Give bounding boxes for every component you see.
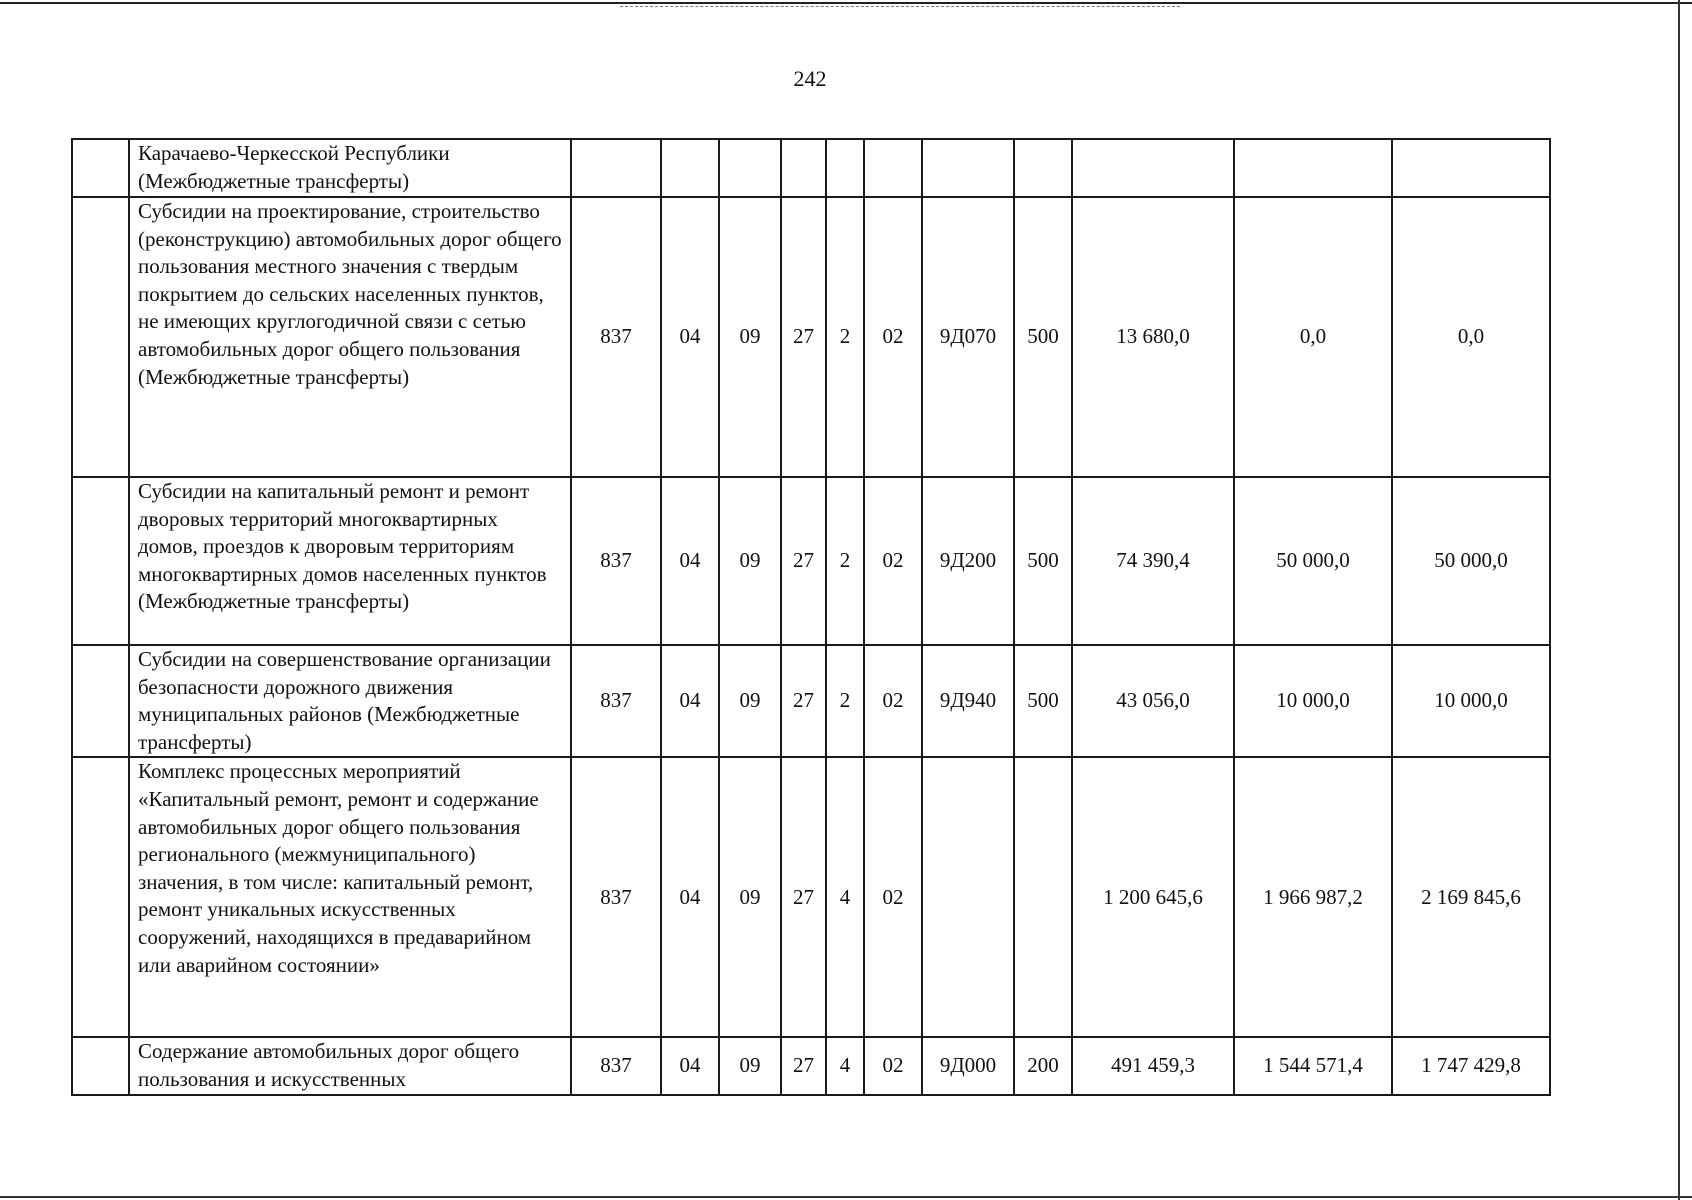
section-code: 04 (661, 477, 719, 645)
expense-type-code: 200 (1014, 1037, 1072, 1094)
amount-year-2: 50 000,0 (1234, 477, 1392, 645)
event-code: 02 (864, 1037, 922, 1094)
direction-code: 9Д070 (922, 197, 1014, 477)
admin-code: 837 (571, 477, 661, 645)
number-cell (72, 139, 129, 197)
section-code: 04 (661, 757, 719, 1037)
subsection-code: 09 (719, 1037, 781, 1094)
subsection-code: 09 (719, 757, 781, 1037)
subprogram-code: 2 (826, 197, 864, 477)
program-code: 27 (781, 197, 826, 477)
admin-code: 837 (571, 1037, 661, 1094)
item-name: Карачаево-Черкесской Республики (Межбюджетные трансферты) (129, 139, 571, 197)
amount-year-1: 74 390,4 (1072, 477, 1234, 645)
amount-year-1: 491 459,3 (1072, 1037, 1234, 1094)
amount-year-3: 1 747 429,8 (1392, 1037, 1550, 1094)
admin-code: 837 (571, 645, 661, 757)
amount-year-1: 13 680,0 (1072, 197, 1234, 477)
expense-type-code (1014, 139, 1072, 197)
section-code (661, 139, 719, 197)
subsection-code (719, 139, 781, 197)
amount-year-1: 1 200 645,6 (1072, 757, 1234, 1037)
number-cell (72, 1037, 129, 1094)
amount-year-3: 10 000,0 (1392, 645, 1550, 757)
section-code: 04 (661, 197, 719, 477)
page-number: 242 (793, 66, 827, 91)
scan-edge-right (1678, 0, 1680, 1200)
program-code: 27 (781, 477, 826, 645)
subprogram-code: 4 (826, 757, 864, 1037)
table-row (72, 757, 1550, 1037)
table-row (72, 197, 1550, 477)
table-row (72, 645, 1550, 757)
event-code: 02 (864, 477, 922, 645)
subprogram-code (826, 139, 864, 197)
amount-year-3: 2 169 845,6 (1392, 757, 1550, 1037)
expense-type-code: 500 (1014, 645, 1072, 757)
number-cell (72, 197, 129, 477)
admin-code: 837 (571, 757, 661, 1037)
program-code (781, 139, 826, 197)
direction-code (922, 139, 1014, 197)
amount-year-1: 43 056,0 (1072, 645, 1234, 757)
number-cell (72, 477, 129, 645)
event-code: 02 (864, 645, 922, 757)
subsection-code: 09 (719, 477, 781, 645)
expense-type-code: 500 (1014, 197, 1072, 477)
amount-year-2: 1 966 987,2 (1234, 757, 1392, 1037)
item-name: Субсидии на совершенствование организации безопасности дорожного движения муниципальных районов (Межбюджетные трансферты) (129, 645, 571, 757)
amount-year-3: 0,0 (1392, 197, 1550, 477)
scan-edge-top-dashed (620, 6, 1180, 7)
direction-code: 9Д000 (922, 1037, 1014, 1094)
item-name: Субсидии на капитальный ремонт и ремонт дворовых территорий многоквартирных домов, проездов к дворовым территориям многоквартирных домов населенных пунктов (Межбюджетные трансферты) (129, 477, 571, 645)
table-row (72, 1037, 1550, 1094)
event-code (864, 139, 922, 197)
expense-type-code: 500 (1014, 477, 1072, 645)
item-name: Субсидии на проектирование, строительство (реконструкцию) автомобильных дорог общего пользования местного значения с твердым покрытием до сельских населенных пунктов, не имеющих круглогодичной связи с сетью автомобильных дорог общего пользования (Межбюджетные трансферты) (129, 197, 571, 477)
subprogram-code: 2 (826, 477, 864, 645)
amount-year-1 (1072, 139, 1234, 197)
subsection-code: 09 (719, 645, 781, 757)
program-code: 27 (781, 757, 826, 1037)
expense-type-code (1014, 757, 1072, 1037)
amount-year-2: 1 544 571,4 (1234, 1037, 1392, 1094)
amount-year-3 (1392, 139, 1550, 197)
amount-year-3: 50 000,0 (1392, 477, 1550, 645)
program-code: 27 (781, 1037, 826, 1094)
program-code: 27 (781, 645, 826, 757)
direction-code: 9Д200 (922, 477, 1014, 645)
item-name: Содержание автомобильных дорог общего пользования и искусственных (129, 1037, 571, 1094)
number-cell (72, 757, 129, 1037)
direction-code: 9Д940 (922, 645, 1014, 757)
section-code: 04 (661, 645, 719, 757)
amount-year-2: 0,0 (1234, 197, 1392, 477)
amount-year-2 (1234, 139, 1392, 197)
scan-edge-bottom (0, 1196, 1692, 1198)
event-code: 02 (864, 197, 922, 477)
number-cell (72, 645, 129, 757)
amount-year-2: 10 000,0 (1234, 645, 1392, 757)
budget-table (71, 138, 1551, 1096)
admin-code (571, 139, 661, 197)
subprogram-code: 4 (826, 1037, 864, 1094)
subprogram-code: 2 (826, 645, 864, 757)
table-row (72, 477, 1550, 645)
section-code: 04 (661, 1037, 719, 1094)
subsection-code: 09 (719, 197, 781, 477)
scan-edge-top (0, 2, 1692, 4)
direction-code (922, 757, 1014, 1037)
admin-code: 837 (571, 197, 661, 477)
table-row (72, 139, 1550, 197)
item-name: Комплекс процессных мероприятий «Капитальный ремонт, ремонт и содержание автомобильных дорог общего пользования регионального (межмуниципального) значения, в том числе: капитальный ремонт, ремонт уникальных искусственных сооружений, находящихся в предаварийном или аварийном состоянии» (129, 757, 571, 1037)
event-code: 02 (864, 757, 922, 1037)
